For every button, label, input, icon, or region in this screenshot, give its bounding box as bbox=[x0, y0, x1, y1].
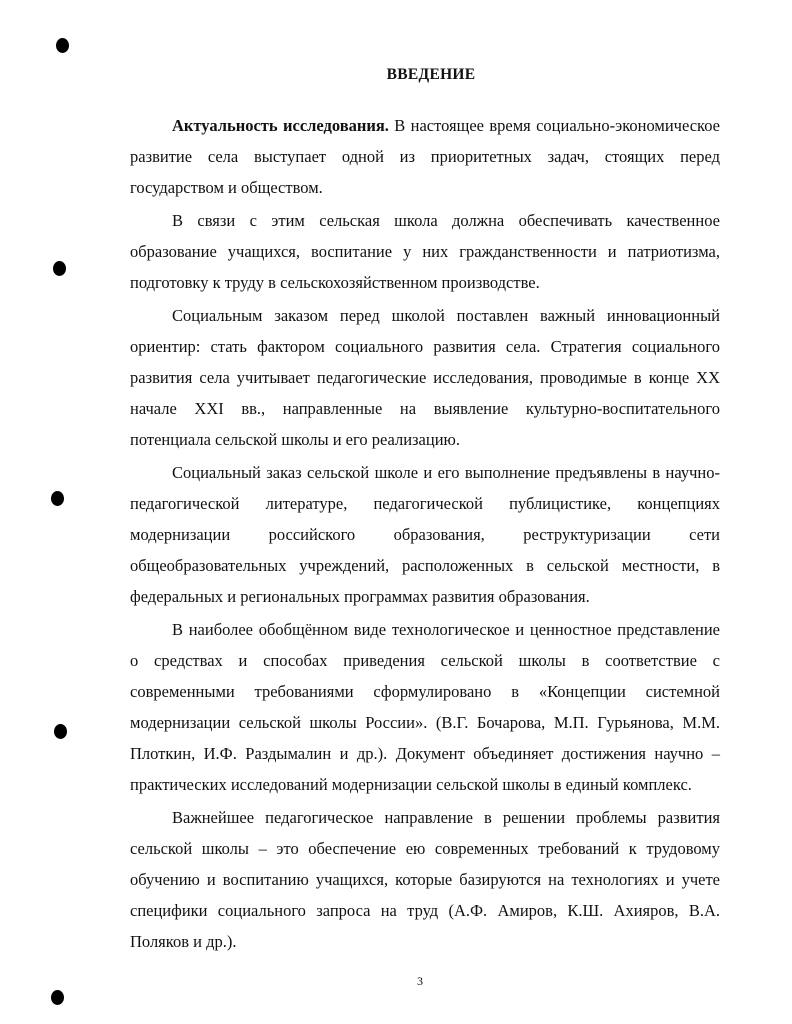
paragraph-text: В наиболее обобщённом виде технологическое и ценностное представление о средствах и способах приведения сельской школы в соответствие с современными требованиями сформулировано в «Концепции системной модернизации сельской школы России». (В.Г. Бочарова, М.П. Гурьянова, М.М. Плоткин, И.Ф. Раздымалин и др.). Документ объединяет достижения научно – практических исследований модернизации сельской школы в единый комплекс. bbox=[130, 620, 720, 794]
paragraph-lead: Актуальность исследования. bbox=[172, 116, 389, 135]
paragraph bbox=[130, 802, 720, 957]
punch-hole bbox=[54, 724, 67, 739]
punch-hole bbox=[51, 491, 64, 506]
punch-hole bbox=[56, 38, 69, 53]
punch-hole bbox=[51, 990, 64, 1005]
paragraph bbox=[130, 614, 720, 800]
page-title: ВВЕДЕНИЕ bbox=[386, 66, 476, 83]
document-page bbox=[130, 60, 720, 959]
paragraph-text: Социальный заказ сельской школе и его выполнение предъявлены в научно-педагогической литературе, педагогической публицистике, концепциях модернизации российского образования, реструктуризации сети общеобразовательных учреждений, расположенных в сельской местности, в федеральных и региональных программах развития образования. bbox=[130, 463, 720, 606]
page-number: 3 bbox=[417, 974, 423, 988]
paragraph-relevance bbox=[130, 110, 720, 203]
paragraph-text: Социальным заказом перед школой поставлен важный инновационный ориентир: стать фактором социального развития села. Стратегия социального развития села учитывает педагогические исследования, проводимые в конце XX начале XXI вв., направленные на выявление культурно-воспитательного потенциала сельской школы и его реализацию. bbox=[130, 306, 720, 449]
paragraph bbox=[130, 205, 720, 298]
punch-hole bbox=[53, 261, 66, 276]
paragraph-text: В настоящее время социально-экономическое развитие села выступает одной из приоритетных задач, стоящих перед государством и обществом. bbox=[130, 116, 720, 197]
paragraph bbox=[130, 300, 720, 455]
paragraph-text: В связи с этим сельская школа должна обеспечивать качественное образование учащихся, воспитание у них гражданственности и патриотизма, подготовку к труду в сельскохозяйственном производстве. bbox=[130, 211, 720, 292]
paragraph bbox=[130, 457, 720, 612]
paragraph-text: Важнейшее педагогическое направление в решении проблемы развития сельской школы – это обеспечение ею современных требований к трудовому обучению и воспитанию учащихся, которые базируются на технологиях и учете специфики социального запроса на труд (А.Ф. Амиров, К.Ш. Ахияров, В.А. Поляков и др.). bbox=[130, 808, 720, 951]
